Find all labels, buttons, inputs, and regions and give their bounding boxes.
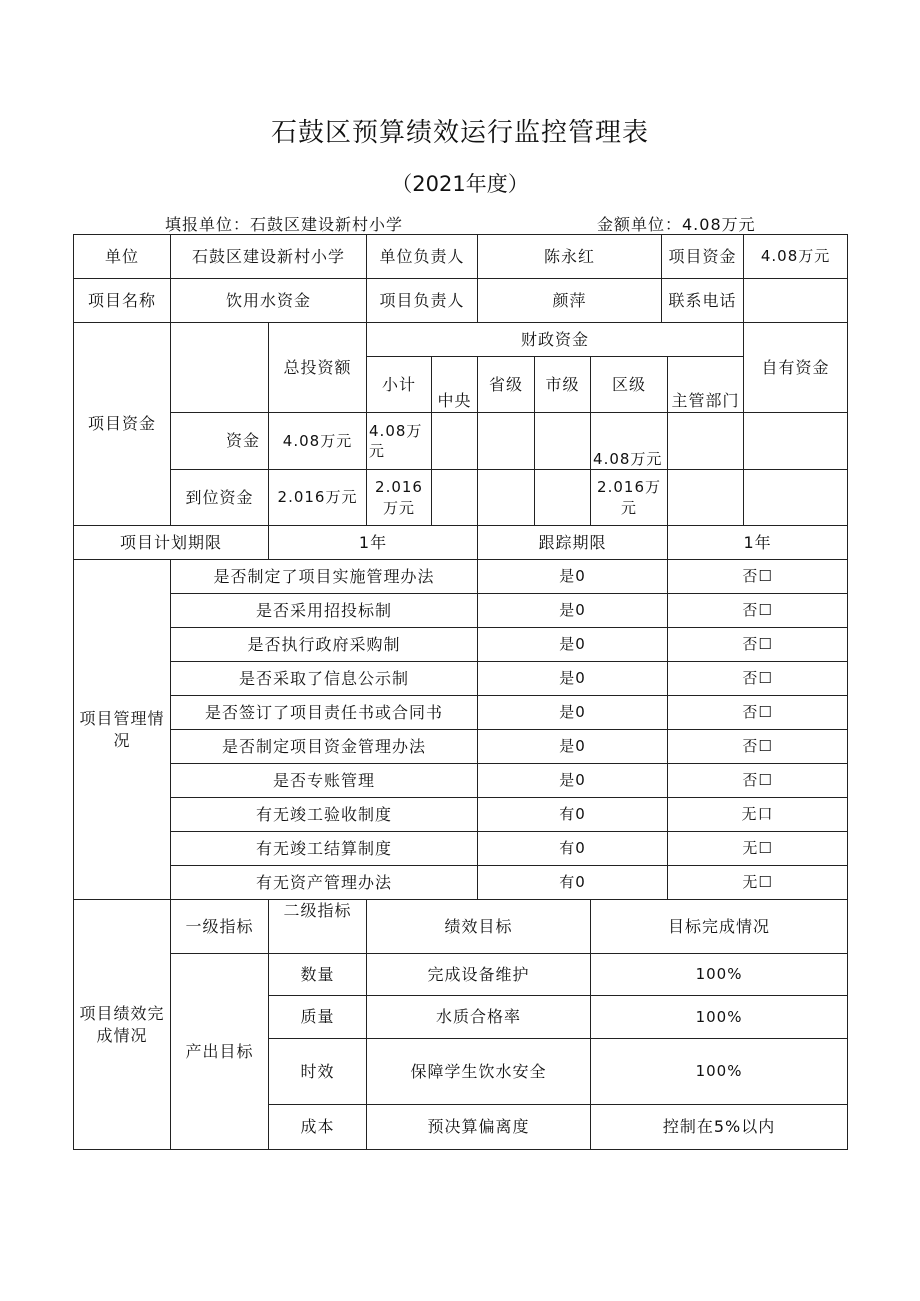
indicator: 成本 (269, 1105, 367, 1150)
management-yes: 是0 (478, 764, 668, 798)
level1-label: 一级指标 (171, 900, 269, 954)
indicator: 质量 (269, 996, 367, 1039)
management-question: 是否制定项目资金管理办法 (171, 730, 478, 764)
project-head-value: 颜萍 (478, 279, 662, 323)
management-no: 否☐ (668, 560, 848, 594)
output-goal-label: 产出目标 (171, 954, 269, 1150)
unit-value: 石鼓区建设新村小学 (171, 235, 367, 279)
management-question: 有无竣工验收制度 (171, 798, 478, 832)
arrived-own (744, 470, 848, 526)
goal-label: 绩效目标 (367, 900, 591, 954)
table-row (74, 560, 848, 594)
project-name-value: 饮用水资金 (171, 279, 367, 323)
goal: 保障学生饮水安全 (367, 1039, 591, 1105)
subtotal-label: 小计 (367, 357, 432, 413)
monitoring-table (73, 234, 848, 1150)
project-funds-value: 4.08万元 (744, 235, 848, 279)
management-yes: 是0 (478, 560, 668, 594)
dept-label: 主管部门 (668, 357, 744, 413)
management-no: 否☐ (668, 662, 848, 696)
management-yes: 有0 (478, 798, 668, 832)
funds-province (478, 413, 535, 470)
fill-unit: 填报单位：石鼓区建设新村小学 (165, 215, 404, 234)
funds-city (535, 413, 591, 470)
result: 100% (591, 1039, 848, 1105)
management-question: 是否签订了项目责任书或合同书 (171, 696, 478, 730)
management-question: 有无竣工结算制度 (171, 832, 478, 866)
result: 控制在5%以内 (591, 1105, 848, 1150)
management-no: 无口 (668, 798, 848, 832)
arrived-province (478, 470, 535, 526)
funds-total: 4.08万元 (269, 413, 367, 470)
table-row (74, 526, 848, 560)
management-question: 是否采取了信息公示制 (171, 662, 478, 696)
funds-section-label: 项目资金 (74, 323, 171, 526)
project-funds-label: 项目资金 (662, 235, 744, 279)
management-no: 否☐ (668, 696, 848, 730)
arrived-dept (668, 470, 744, 526)
result: 100% (591, 996, 848, 1039)
table-row (74, 764, 848, 798)
phone-value (744, 279, 848, 323)
page-subtitle: （2021年度） (391, 172, 529, 196)
management-no: 无☐ (668, 866, 848, 900)
table-row (74, 323, 848, 357)
table-row (74, 235, 848, 279)
level2-label: 二级指标 (269, 900, 367, 954)
goal: 预决算偏离度 (367, 1105, 591, 1150)
performance-section-label: 项目绩效完成情况 (74, 900, 171, 1150)
management-yes: 是0 (478, 696, 668, 730)
arrived-city (535, 470, 591, 526)
management-yes: 是0 (478, 662, 668, 696)
management-question: 是否制定了项目实施管理办法 (171, 560, 478, 594)
table-row (74, 662, 848, 696)
district-label: 区级 (591, 357, 668, 413)
arrived-district: 2.016万元 (591, 470, 668, 526)
indicator: 时效 (269, 1039, 367, 1105)
table-row (74, 413, 848, 470)
management-no: 无☐ (668, 832, 848, 866)
project-head-label: 项目负责人 (367, 279, 478, 323)
management-no: 否☐ (668, 628, 848, 662)
funds-blank-header (171, 323, 269, 413)
management-question: 有无资产管理办法 (171, 866, 478, 900)
central-label: 中央 (432, 357, 478, 413)
unit-head-value: 陈永红 (478, 235, 662, 279)
phone-label: 联系电话 (662, 279, 744, 323)
table-row (74, 279, 848, 323)
management-yes: 是0 (478, 730, 668, 764)
table-row (74, 866, 848, 900)
funds-district: 4.08万元 (591, 413, 668, 470)
goal: 水质合格率 (367, 996, 591, 1039)
result-label: 目标完成情况 (591, 900, 848, 954)
goal: 完成设备维护 (367, 954, 591, 996)
project-name-label: 项目名称 (74, 279, 171, 323)
funds-dept (668, 413, 744, 470)
amount-unit: 金额单位：4.08万元 (597, 215, 756, 234)
management-no: 否☐ (668, 594, 848, 628)
management-question: 是否专账管理 (171, 764, 478, 798)
indicator: 数量 (269, 954, 367, 996)
result: 100% (591, 954, 848, 996)
funds-own (744, 413, 848, 470)
page-title: 石鼓区预算绩效运行监控管理表 (270, 118, 649, 148)
province-label: 省级 (478, 357, 535, 413)
track-period-value: 1年 (668, 526, 848, 560)
plan-period-value: 1年 (269, 526, 478, 560)
arrived-subtotal: 2.016万元 (367, 470, 432, 526)
table-row (74, 628, 848, 662)
arrived-central (432, 470, 478, 526)
management-yes: 有0 (478, 866, 668, 900)
management-yes: 是0 (478, 594, 668, 628)
city-label: 市级 (535, 357, 591, 413)
table-row (74, 832, 848, 866)
table-row (74, 798, 848, 832)
management-yes: 有0 (478, 832, 668, 866)
arrived-total: 2.016万元 (269, 470, 367, 526)
management-question: 是否执行政府采购制 (171, 628, 478, 662)
funds-subtotal: 4.08万元 (367, 413, 432, 470)
table-row (74, 954, 848, 996)
management-question: 是否采用招投标制 (171, 594, 478, 628)
management-no: 否☐ (668, 730, 848, 764)
table-row (74, 696, 848, 730)
own-funds-label: 自有资金 (744, 323, 848, 413)
finance-funds-label: 财政资金 (367, 323, 744, 357)
track-period-label: 跟踪期限 (478, 526, 668, 560)
table-row (74, 594, 848, 628)
unit-head-label: 单位负责人 (367, 235, 478, 279)
management-yes: 是0 (478, 628, 668, 662)
unit-label: 单位 (74, 235, 171, 279)
table-row (74, 730, 848, 764)
management-section-label: 项目管理情况 (74, 560, 171, 900)
funds-central (432, 413, 478, 470)
table-row (74, 900, 848, 954)
arrived-row-label: 到位资金 (171, 470, 269, 526)
plan-period-label: 项目计划期限 (74, 526, 269, 560)
management-no: 否☐ (668, 764, 848, 798)
table-row (74, 470, 848, 526)
total-investment-label: 总投资额 (269, 323, 367, 413)
funds-row-label: 资金 (171, 413, 269, 470)
